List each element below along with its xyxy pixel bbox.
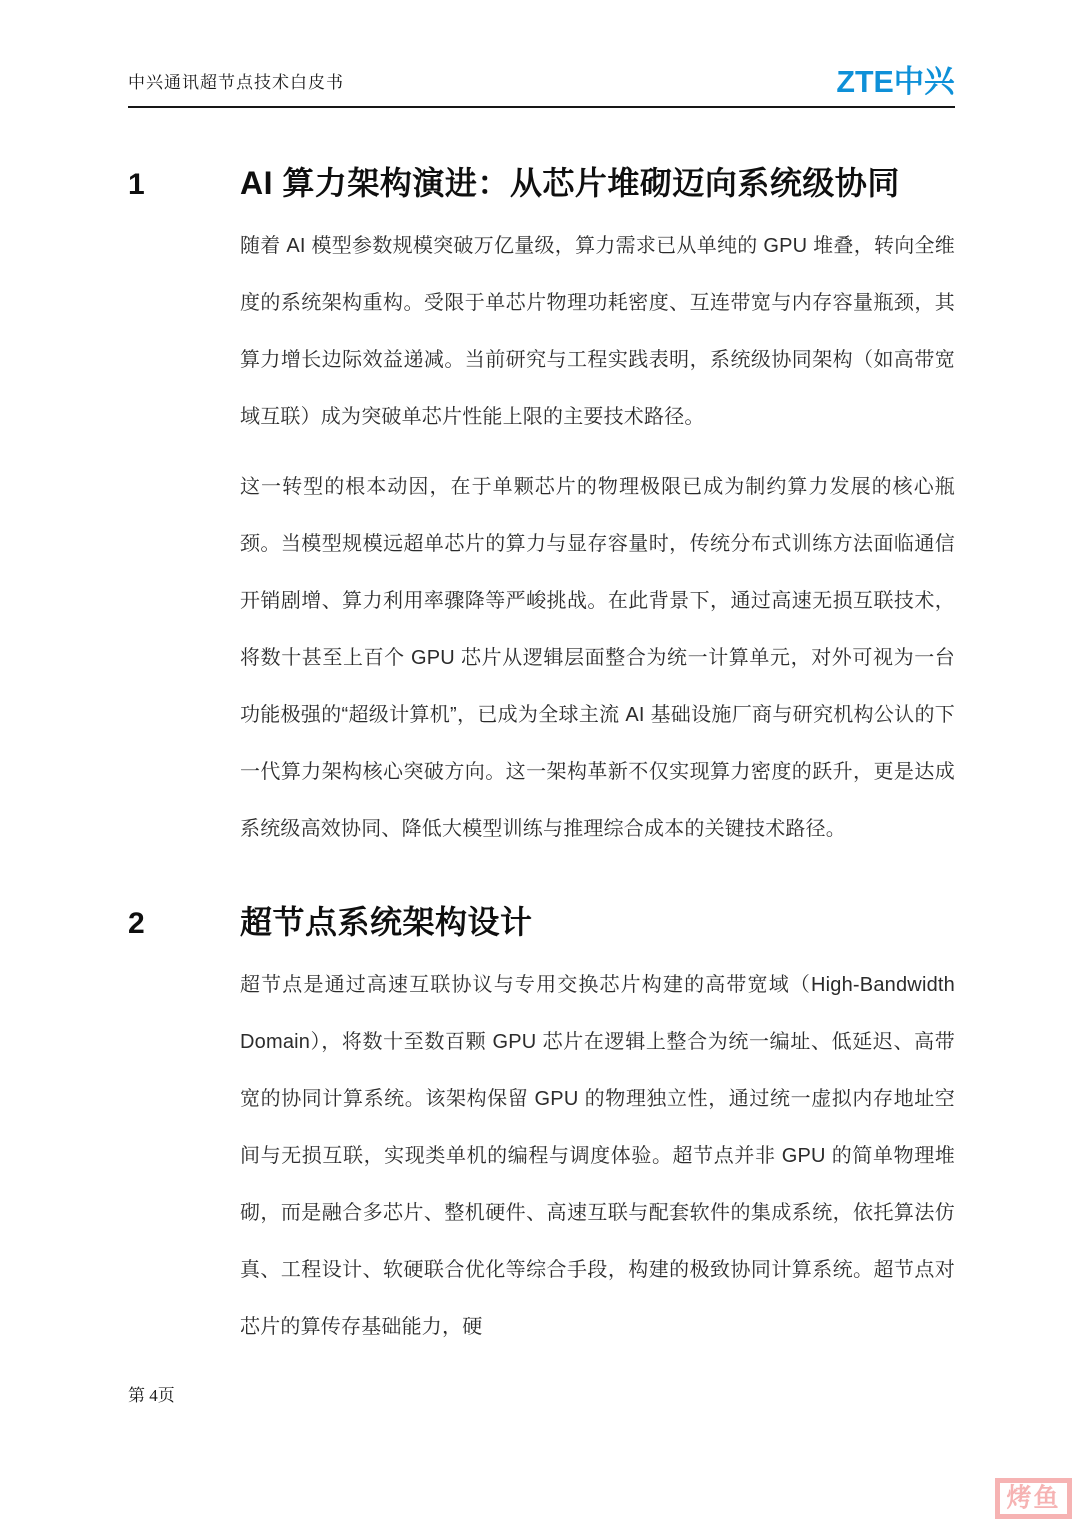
- page-footer: [128, 1381, 175, 1406]
- watermark-stamp: [995, 1478, 1072, 1519]
- section-1-body: [240, 208, 955, 858]
- paragraph: 这一转型的根本动因，在于单颗芯片的物理极限已成为制约算力发展的核心瓶颈。当模型规模远超单芯片的算力与显存容量时，传统分布式训练方法面临通信开销剧增、算力利用率骤降等严峻挑战。在此背景下，通过高速无损互联技术，将数十甚至上百个 GPU 芯片从逻辑层面整合为统一计算单元，对外可视为一台功能极强的“超级计算机”，已成为全球主流 AI 基础设施厂商与研究机构公认的下一代算力架构核心突破方向。这一架构革新不仅实现算力密度的跃升，更是达成系统级高效协同、降低大模型训练与推理综合成本的关键技术路径。: [240, 476, 955, 840]
- paragraph: 随着 AI 模型参数规模突破万亿量级，算力需求已从单纯的 GPU 堆叠，转向全维度的系统架构重构。受限于单芯片物理功耗密度、互连带宽与内存容量瓶颈，其算力增长边际效益递减。当前研究与工程实践表明，系统级协同架构（如高带宽域互联）成为突破单芯片性能上限的主要技术路径。: [240, 235, 955, 428]
- watermark-stamp-text: 烤鱼: [1006, 1483, 1061, 1513]
- zte-logo: ZTE中兴: [836, 64, 955, 99]
- section-2-heading: [128, 899, 955, 947]
- header-divider: [128, 106, 955, 108]
- section-1-heading: [128, 160, 955, 208]
- document-title: 中兴通讯超节点技术白皮书: [128, 73, 344, 92]
- section-2-title: 超节点系统架构设计: [240, 904, 533, 940]
- paragraph: 超节点是通过高速互联协议与专用交换芯片构建的高带宽域（High-Bandwidth Domain），将数十至数百颗 GPU 芯片在逻辑上整合为统一编址、低延迟、高带宽的协同计算系统。该架构保留 GPU 的物理独立性，通过统一虚拟内存地址空间与无损互联，实现类单机的编程与调度体验。超节点并非 GPU 的简单物理堆砌，而是融合多芯片、整机硬件、高速互联与配套软件的集成系统，依托算法仿真、工程设计、软硬联合优化等综合手段，构建的极致协同计算系统。超节点对芯片的算传存基础能力，硬: [240, 974, 955, 1338]
- section-2-body: [240, 947, 955, 1356]
- section-1: [128, 160, 955, 858]
- section-1-title: AI 算力架构演进：从芯片堆砌迈向系统级协同: [240, 165, 900, 201]
- section-2-number: 2: [128, 907, 145, 940]
- page-number: 第 4页: [128, 1386, 175, 1405]
- page-header: [128, 0, 955, 97]
- section-2: [128, 899, 955, 1356]
- section-1-number: 1: [128, 168, 145, 201]
